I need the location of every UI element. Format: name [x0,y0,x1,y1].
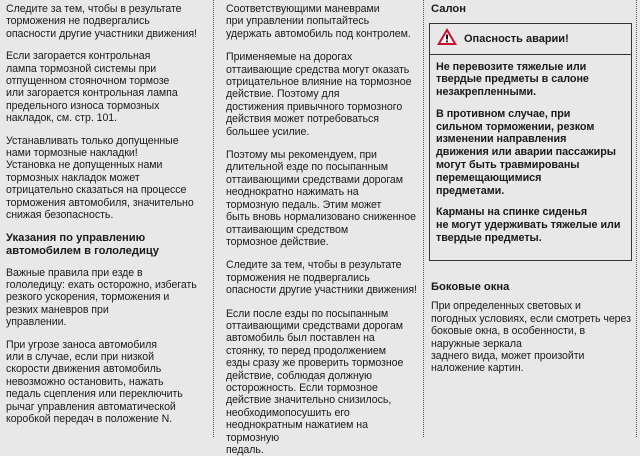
section-heading-ice: Указания по управлению автомобилем в гололедицу [6,231,159,257]
paragraph: Если после езды по посыпанным оттаивающими средствами дорогам автомобиль был поставлен на стоянку, то перед продолжением езды сразу же проверить тормозное действие, соблюдая должную осторожность. Если тормозное действие значительно снизилось, необходимопосушить его неоднократным нажатием на тормозную педаль. [226,307,404,456]
column-divider [636,0,638,437]
column-left [6,0,200,437]
column-middle [226,0,419,456]
paragraph: Если загорается контрольная лампа тормозной системы при отпущенном стояночном тормозе или загорается контрольная лампа предельного износа тормозных накладок, см. стр. 101. [6,50,178,125]
section-heading-salon: Салон [431,3,466,15]
column-right [429,0,632,437]
paragraph: Следите за тем, чтобы в результате торможения не подвергались опасности другие участники движения! [226,259,417,297]
warning-text: В противном случае, при сильном торможении, резком изменении направления движения или аварии пассажиры могут быть травмированы перемещающимися предметами. [436,107,616,197]
paragraph: Следите за тем, чтобы в результате торможения не подвергались опасности другие участники движения! [6,3,197,40]
column-divider [213,0,215,437]
section-heading-side-windows: Боковые окна [431,280,510,293]
warning-text: Не перевозите тяжелые или твердые предметы в салоне незакрепленными. [436,60,589,99]
paragraph: Важные правила при езде в гололедицу: ехать осторожно, избегать резкого ускорения, торможения и резких маневров при управлении. [6,266,197,329]
warning-triangle-icon [436,27,464,51]
paragraph: При определенных световых и погодных условиях, если смотреть через боковые окна, в особенности, в наружные зеркала заднего вида, может произойти наложение картин. [431,300,631,375]
column-divider [423,0,425,437]
paragraph: При угрозе заноса автомобиля или в случае, если при низкой скорости движения автомобиль невозможно остановить, нажать педаль сцепления или переключить рычаг управления автоматической коробкой передач в положение N. [6,338,183,425]
warning-box [429,23,632,261]
paragraph: Поэтому мы рекомендуем, при длительной езде по посыпанным оттаивающими средствами дорогам неоднократно нажимать на тормозную педаль. Этим может быть вновь нормализовано сниженное оттаивающим средством тормозное действие. [226,149,416,248]
warning-header [430,24,631,55]
paragraph: Соответствующими маневрами при управлении попытайтесь удержать автомобиль под контролем. [226,3,411,40]
warning-text: Карманы на спинке сиденья не могут удерживать тяжелые или твердые предметы. [436,206,621,245]
warning-title: Опасность аварии! [464,32,569,45]
paragraph: Устанавливать только допущенные нами тормозные накладки! Установка не допущенных нами тормозных накладок может отрицательно сказаться на процессе торможения автомобиля, значительно снижая безопасность. [6,134,194,222]
paragraph: Применяемые на дорогах оттаивающие средства могут оказать отрицательное влияние на тормозное действие. Поэтому для достижения привычного тормозного действия может потребоваться большее усилие. [226,51,412,138]
